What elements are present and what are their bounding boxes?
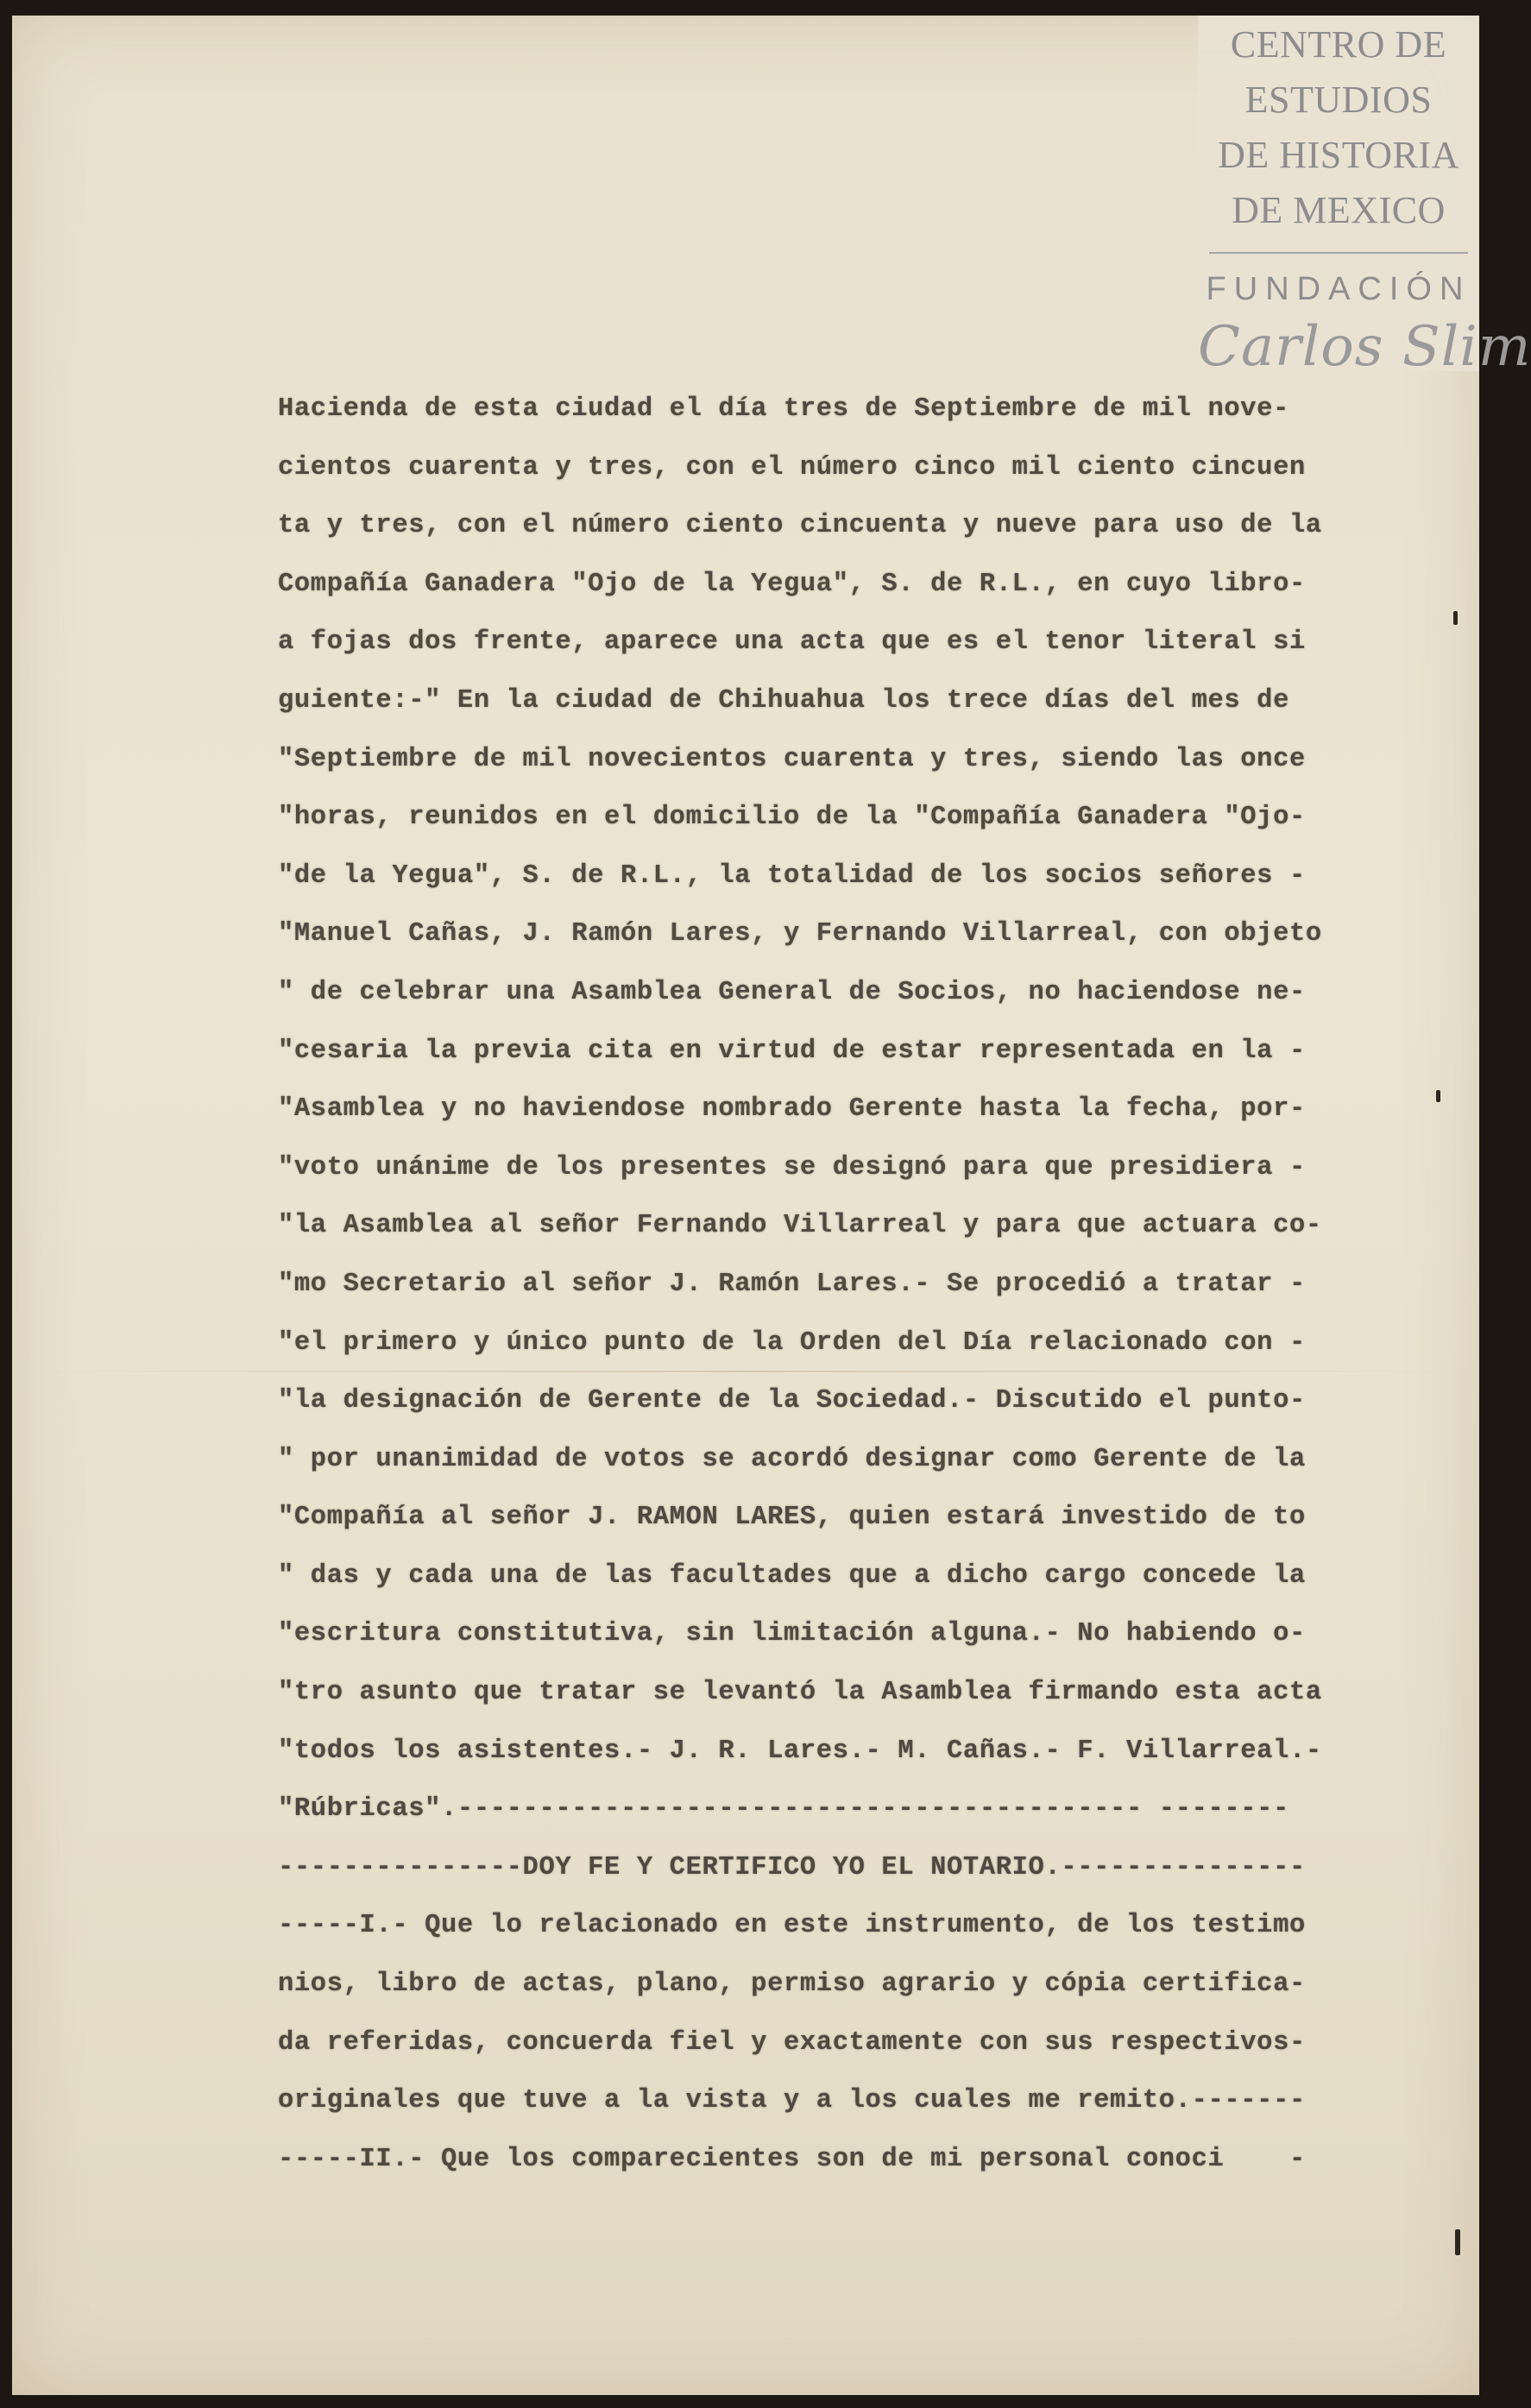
text-line: "la Asamblea al señor Fernando Villarreal y para que actuara co- <box>278 1211 1322 1241</box>
typewritten-text <box>278 381 1408 2189</box>
ink-mark <box>1455 2229 1460 2255</box>
text-line: ---------------DOY FE Y CERTIFICO YO EL NOTARIO.--------------- <box>278 1852 1306 1882</box>
text-line: Compañía Ganadera "Ojo de la Yegua", S. de R.L., en cuyo libro- <box>278 569 1306 599</box>
stamp-line-1: CENTRO DE <box>1230 23 1447 66</box>
text-line: "tro asunto que tratar se levantó la Asamblea firmando esta acta <box>278 1678 1322 1708</box>
stamp-divider <box>1209 252 1468 254</box>
stamp-line-4: DE MEXICO <box>1232 189 1446 231</box>
text-line: " por unanimidad de votos se acordó designar como Gerente de la <box>278 1444 1306 1474</box>
stamp-line-2: ESTUDIOS <box>1244 79 1433 121</box>
stamp-signature: Carlos Slim <box>1198 315 1531 379</box>
text-line: "voto unánime de los presentes se designó para que presidiera - <box>278 1152 1306 1182</box>
text-line: "Rúbricas".------------------------------------------ -------- <box>278 1794 1289 1825</box>
stamp-line-3: DE HISTORIA <box>1218 134 1459 176</box>
text-line: "todos los asistentes.- J. R. Lares.- M. Cañas.- F. Villarreal.- <box>278 1736 1322 1766</box>
text-line: "Manuel Cañas, J. Ramón Lares, y Fernando Villarreal, con objeto <box>278 919 1322 949</box>
text-line: "horas, reunidos en el domicilio de la "Compañía Ganadera "Ojo- <box>278 803 1306 833</box>
document-page <box>12 16 1531 2395</box>
text-line: da referidas, concuerda fiel y exactamente con sus respectivos- <box>278 2027 1306 2058</box>
text-line: "Septiembre de mil novecientos cuarenta y tres, siendo las once <box>278 744 1306 774</box>
text-line: " das y cada una de las facultades que a dicho cargo concede la <box>278 1560 1306 1591</box>
text-line: originales que tuve a la vista y a los cuales me remito.------- <box>278 2086 1306 2116</box>
stamp-foundation: FUNDACIÓN <box>1206 271 1471 307</box>
ink-mark <box>1436 1090 1440 1102</box>
text-line: "escritura constitutiva, sin limitación alguna.- No habiendo o- <box>278 1619 1306 1649</box>
text-line: "Compañía al señor J. RAMON LARES, quien estará investido de to <box>278 1503 1306 1533</box>
text-line: ta y tres, con el número ciento cincuenta y nueve para uso de la <box>278 511 1322 541</box>
text-line: -----I.- Que lo relacionado en este instrumento, de los testimo <box>278 1911 1306 1941</box>
text-line: guiente:-" En la ciudad de Chihuahua los trece días del mes de <box>278 685 1289 715</box>
text-line: "mo Secretario al señor J. Ramón Lares.- Se procedió a tratar - <box>278 1269 1306 1299</box>
text-line: "la designación de Gerente de la Sociedad.- Discutido el punto- <box>278 1386 1306 1416</box>
text-line: Hacienda de esta ciudad el día tres de Septiembre de mil nove- <box>278 394 1289 424</box>
text-line: "Asamblea y no haviendose nombrado Gerente hasta la fecha, por- <box>278 1094 1306 1125</box>
text-line: nios, libro de actas, plano, permiso agrario y cópia certifica- <box>278 1970 1306 2000</box>
text-line: "cesaria la previa cita en virtud de estar representada en la - <box>278 1036 1306 1066</box>
text-line: -----II.- Que los comparecientes son de mi personal conoci - <box>278 2144 1306 2174</box>
text-line: cientos cuarenta y tres, con el número cinco mil ciento cincuen <box>278 452 1306 482</box>
ink-mark <box>1453 611 1458 625</box>
text-line: "el primero y único punto de la Orden del Día relacionado con - <box>278 1327 1306 1358</box>
text-line: " de celebrar una Asamblea General de Socios, no haciendose ne- <box>278 977 1306 1007</box>
archive-watermark-stamp <box>1198 16 1531 379</box>
text-line: a fojas dos frente, aparece una acta que es el tenor literal si <box>278 627 1306 658</box>
text-line: "de la Yegua", S. de R.L., la totalidad de los socios señores - <box>278 860 1306 891</box>
